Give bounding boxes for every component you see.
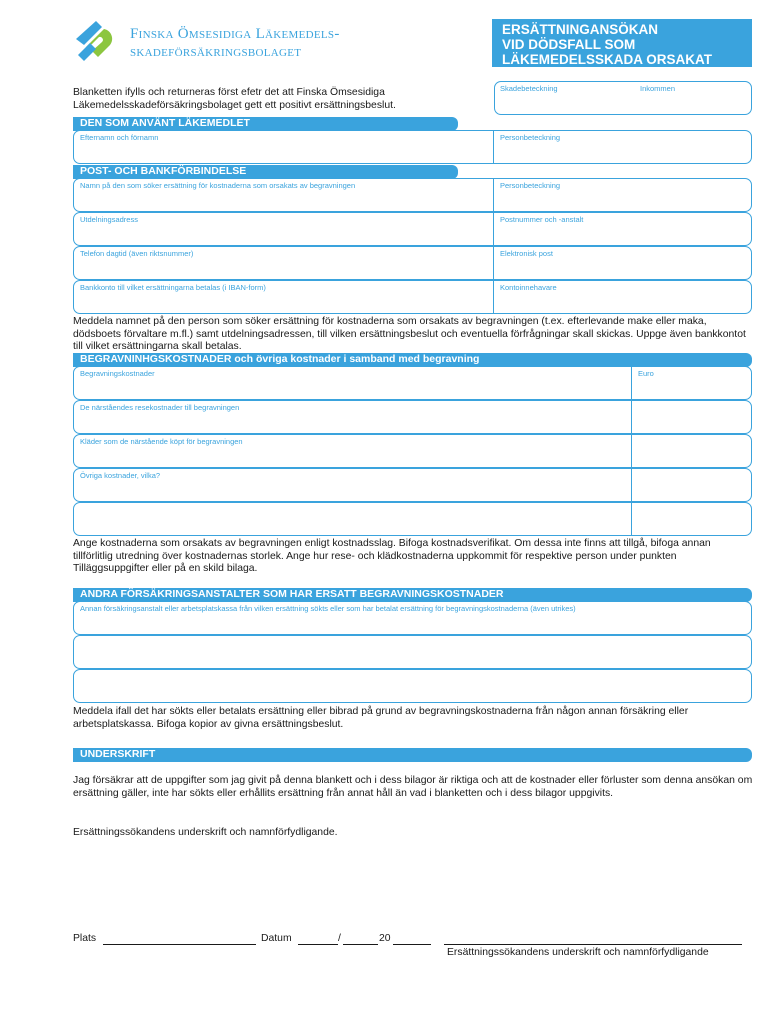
form-title-line1: ERSÄTTNINGANSÖKAN bbox=[502, 22, 659, 37]
cost-label-other: Övriga kostnader, vilka? bbox=[80, 471, 161, 480]
other-insurer-row[interactable] bbox=[73, 635, 752, 669]
cost-label-clothes: Kläder som de närstående köpt för begravningen bbox=[80, 437, 243, 446]
form-title-line3: LÄKEMEDELSSKADA ORSAKAT bbox=[502, 52, 713, 67]
form-title-line2: VID DÖDSFALL SOM bbox=[502, 37, 636, 52]
contact-field-row[interactable] bbox=[73, 212, 752, 246]
skadebeteckning-label: Skadebeteckning bbox=[500, 84, 558, 93]
cost-row[interactable] bbox=[73, 502, 752, 536]
applicant-id-label: Personbeteckning bbox=[500, 181, 561, 190]
name-label: Efternamn och förnamn bbox=[80, 133, 159, 142]
cost-row[interactable] bbox=[73, 468, 752, 502]
signature-input[interactable] bbox=[444, 932, 742, 945]
year-prefix: 20 bbox=[379, 933, 391, 944]
phone-label: Telefon dagtid (även riktsnummer) bbox=[80, 249, 194, 258]
euro-label: Euro bbox=[638, 369, 654, 378]
other-insurer-row[interactable] bbox=[73, 669, 752, 703]
intro-text: Blanketten ifylls och returneras först efetr det att Finska Ömsesidiga Läkemedelsskadeförsäkringsbolaget gett ett positivt ersättningsbeslut. bbox=[73, 87, 396, 111]
company-name-line2: skadeförsäkringsbolaget bbox=[130, 44, 302, 60]
date-slash: / bbox=[338, 933, 341, 944]
inkommen-label: Inkommen bbox=[640, 84, 676, 93]
address-label: Utdelningsadress bbox=[80, 215, 138, 224]
company-name-line1: Finska Ömsesidiga Läkemedels- bbox=[130, 26, 340, 42]
plats-input[interactable] bbox=[103, 933, 256, 945]
person-id-label: Personbeteckning bbox=[500, 133, 561, 142]
cost-label-travel: De närståendes resekostnader till begravningen bbox=[80, 403, 240, 412]
applicant-name-label: Namn på den som söker ersättning för kostnaderna som orsakats av begravningen bbox=[80, 181, 356, 190]
medicine-user-field[interactable] bbox=[73, 130, 752, 164]
contact-note: Meddela namnet på den person som söker ersättning för kostnaderna som orsakats av begravningen (t.ex. efterlevande make eller maka, dödsboets förvaltare m.fl.) samt utdelningsadressen, till vilken ersättningsbeslut och eventuella förfrågningar skall skickas. Uppge även bankkontot till vilket ersättningarna skall betalas. bbox=[73, 316, 746, 353]
insurance-logo-icon bbox=[72, 15, 118, 65]
section-heading-contact: POST- OCH BANKFÖRBINDELSE bbox=[73, 165, 458, 179]
date-year-input[interactable] bbox=[393, 933, 431, 945]
other-insurer-label: Annan försäkringsanstalt eller arbetsplatskassa från vilken ersättning sökts eller som har betalat ersättning för begravningskostnaderna (även utrikes) bbox=[80, 604, 576, 613]
account-holder-label: Kontoinnehavare bbox=[500, 283, 557, 292]
section-heading-signature: UNDERSKRIFT bbox=[73, 748, 752, 762]
postal-label: Postnummer och -anstalt bbox=[500, 215, 584, 224]
section-heading-other-insurers: ANDRA FÖRSÄKRINGSANSTALTER SOM HAR ERSATT BEGRAVNINGSKOSTNADER bbox=[73, 588, 752, 602]
signature-caption: Ersättningssökandens underskrift och namnförfydligande bbox=[447, 947, 709, 958]
other-insurers-note: Meddela ifall det har sökts eller betalats ersättning eller bibrad på grund av begravningskostnaderna från någon annan försäkring eller arbetsplatskassa. Bifoga kopior av givna ersättningsbeslut. bbox=[73, 706, 689, 730]
signature-instruction: Ersättningssökandens underskrift och namnförfydligande. bbox=[73, 827, 338, 838]
bank-account-label: Bankkonto till vilket ersättningarna betalas (i IBAN-form) bbox=[80, 283, 266, 292]
datum-label: Datum bbox=[261, 933, 292, 944]
date-month-input[interactable] bbox=[343, 933, 378, 945]
cost-label-funeral: Begravningskostnader bbox=[80, 369, 155, 378]
costs-note: Ange kostnaderna som orsakats av begravningen enligt kostnadsslag. Bifoga kostnadsverifikat. Om dessa inte finns att tillgå, bifoga annan tillförlitlig utredning över kostnadernas storlek. Ange hur rese- och klädkostnaderna uppkommit för respektive person under punkten Tilläggsuppgifter eller på en skild bilaga. bbox=[73, 538, 711, 575]
section-heading-costs: BEGRAVNINHGSKOSTNADER och övriga kostnader i samband med begravning bbox=[73, 353, 752, 367]
section-heading-medicine-user: DEN SOM ANVÄNT LÄKEMEDLET bbox=[73, 117, 458, 131]
form-title bbox=[492, 19, 752, 67]
declaration-text: Jag försäkrar att de uppgifter som jag givit på denna blankett och i dess bilagor är riktiga och att de kostnader eller förluster som denna ansökan om ersättning gäller, inte har sökts eller erhållits ersättning från annat håll än vad i blanketten och i dess bilagor uppgivits. bbox=[73, 775, 753, 799]
email-label: Elektronisk post bbox=[500, 249, 553, 258]
plats-label: Plats bbox=[73, 933, 97, 944]
date-day-input[interactable] bbox=[298, 933, 338, 945]
